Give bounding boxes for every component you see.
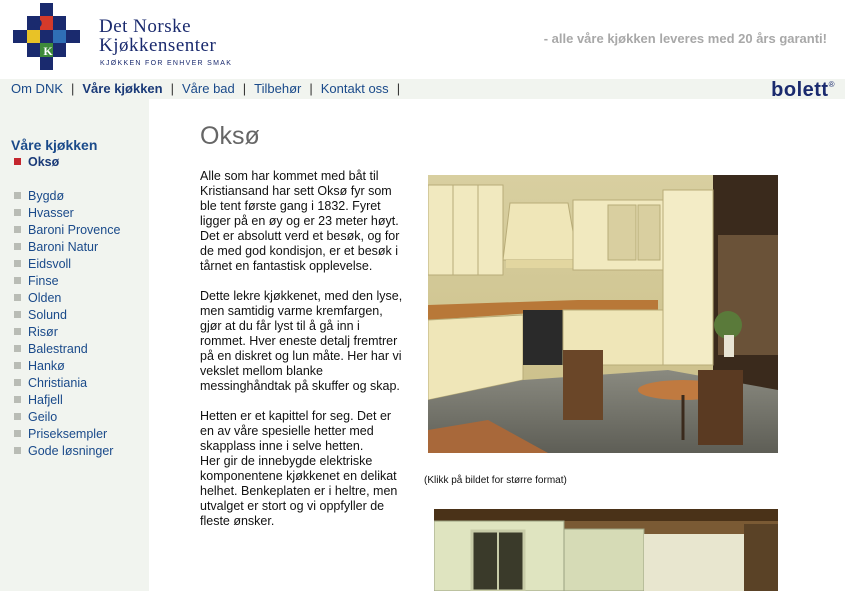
sidebar-item-label: Gode løsninger [28, 444, 114, 458]
brand-tagline: KJØKKEN FOR ENHVER SMAK [100, 60, 233, 67]
bullet-icon [14, 413, 21, 420]
registered-mark: ® [828, 80, 835, 89]
article-paragraph: Her gir de innebygde elektriske komponentene kjøkkenet en delikat helhet. Benkeplaten er i heltre, men utvalget er stort og vi oppfyller de fleste ønsker. [200, 454, 398, 528]
brand-name[interactable] [99, 17, 216, 55]
sidebar [0, 99, 149, 591]
sidebar-item-hanko[interactable] [14, 358, 65, 375]
sidebar-item-label: Solund [28, 308, 67, 322]
logo-letter-d: D [33, 16, 43, 30]
bullet-icon [14, 447, 21, 454]
kitchen-photo[interactable] [428, 175, 778, 453]
sidebar-item-label: Bygdø [28, 189, 65, 203]
sidebar-item-label: Finse [28, 274, 59, 288]
nav-separator: | [396, 81, 401, 96]
sidebar-item-christiania[interactable] [14, 375, 87, 392]
bullet-icon [14, 430, 21, 437]
page-title: Oksø [200, 122, 260, 150]
sidebar-item-label: Olden [28, 291, 62, 305]
sidebar-item-label: Balestrand [28, 342, 88, 356]
bullet-icon [14, 294, 21, 301]
bullet-icon [14, 345, 21, 352]
image-caption: (Klikk på bildet for større format) [424, 475, 567, 486]
bullet-icon [14, 192, 21, 199]
sidebar-item-label: Eidsvoll [28, 257, 72, 271]
top-nav [0, 79, 845, 99]
sidebar-item-baroni-natur[interactable] [14, 239, 98, 256]
sidebar-item-label: Hankø [28, 359, 65, 373]
bullet-icon [14, 379, 21, 386]
logo-letter-n: N [52, 16, 62, 30]
nav-separator: | [242, 81, 247, 96]
nav-item-om-dnk[interactable]: Om DNK [11, 81, 63, 96]
brand-name-line2: Kjøkkensenter [99, 35, 217, 56]
nav-item-vare-bad[interactable]: Våre bad [182, 81, 235, 96]
sidebar-item-bygdo[interactable] [14, 188, 64, 205]
bullet-icon [14, 328, 21, 335]
nav-item-tilbehor[interactable]: Tilbehør [254, 81, 302, 96]
bullet-icon [14, 311, 21, 318]
sidebar-item-solund[interactable] [14, 307, 67, 324]
sidebar-item-risor[interactable] [14, 324, 58, 341]
sidebar-item-label: Baroni Natur [28, 240, 99, 254]
nav-separator: | [309, 81, 313, 96]
nav-separator: | [170, 81, 174, 96]
article-paragraph: Dette lekre kjøkkenet, med den lyse, men samtidig varme kremfargen, gjør at du får lyst til å gå inn i rommet. Hver eneste detalj fremtrer på en diskret og lun måte. Her har vi vekslet mellom blanke messinghåndtak på skuffer og skap. [200, 289, 403, 393]
sidebar-item-label: Risør [28, 325, 58, 339]
sidebar-item-label: Baroni Provence [28, 223, 121, 237]
sidebar-item-gode-losninger[interactable] [14, 443, 113, 460]
bullet-icon [14, 158, 21, 165]
article-paragraph: Hetten er et kapittel for seg. Det er en av våre spesielle hetter med skapplass inne i selve hetten. [200, 409, 392, 453]
sidebar-item-label: Hafjell [28, 393, 63, 407]
kitchen-photo[interactable] [434, 509, 778, 591]
bolett-logo[interactable] [771, 79, 835, 102]
bullet-icon [14, 362, 21, 369]
sidebar-item-balestrand[interactable] [14, 341, 88, 358]
nav-separator: | [71, 81, 75, 96]
guarantee-slogan: - alle våre kjøkken leveres med 20 års garanti! [543, 31, 827, 46]
sidebar-item-geilo[interactable] [14, 409, 57, 426]
sidebar-item-olden[interactable] [14, 290, 61, 307]
sidebar-item-label: Christiania [28, 376, 88, 390]
article-text [200, 169, 405, 544]
sidebar-item-label: Hvasser [28, 206, 74, 220]
nav-item-vare-kjokken[interactable]: Våre kjøkken [82, 81, 163, 96]
sidebar-item-label: Oksø [28, 155, 60, 169]
bullet-icon [14, 260, 21, 267]
site-header [0, 0, 845, 79]
sidebar-item-hvasser[interactable] [14, 205, 74, 222]
dnk-logo-icon[interactable] [13, 3, 80, 70]
nav-item-kontakt-oss[interactable]: Kontakt oss [320, 81, 389, 96]
bullet-icon [14, 396, 21, 403]
sidebar-item-eidsvoll[interactable] [14, 256, 71, 273]
bullet-icon [14, 243, 21, 250]
sidebar-title[interactable]: Våre kjøkken [11, 137, 98, 153]
sidebar-item-priseksempler[interactable] [14, 426, 107, 443]
bolett-logo-text: bolett [771, 79, 829, 101]
logo-letter-k: K [43, 44, 53, 58]
brand-name-line1: Det Norske [99, 16, 192, 37]
sidebar-item-hafjell[interactable] [14, 392, 63, 409]
sidebar-item-label: Geilo [28, 410, 58, 424]
bullet-icon [14, 277, 21, 284]
sidebar-item-okso[interactable] [14, 154, 59, 171]
sidebar-item-label: Priseksempler [28, 427, 108, 441]
article-paragraph: Alle som har kommet med båt til Kristiansand har sett Oksø fyr som ble tent første gang i 1832. Fyret ligger på en øy og er 23 meter høyt. Det er absolutt verd et besøk, og for de med god kondisjon, er et besøk i tårnet en fantastisk opplevelse. [200, 169, 400, 273]
bullet-icon [14, 226, 21, 233]
sidebar-item-baroni-provence[interactable] [14, 222, 120, 239]
sidebar-item-finse[interactable] [14, 273, 59, 290]
bullet-icon [14, 209, 21, 216]
